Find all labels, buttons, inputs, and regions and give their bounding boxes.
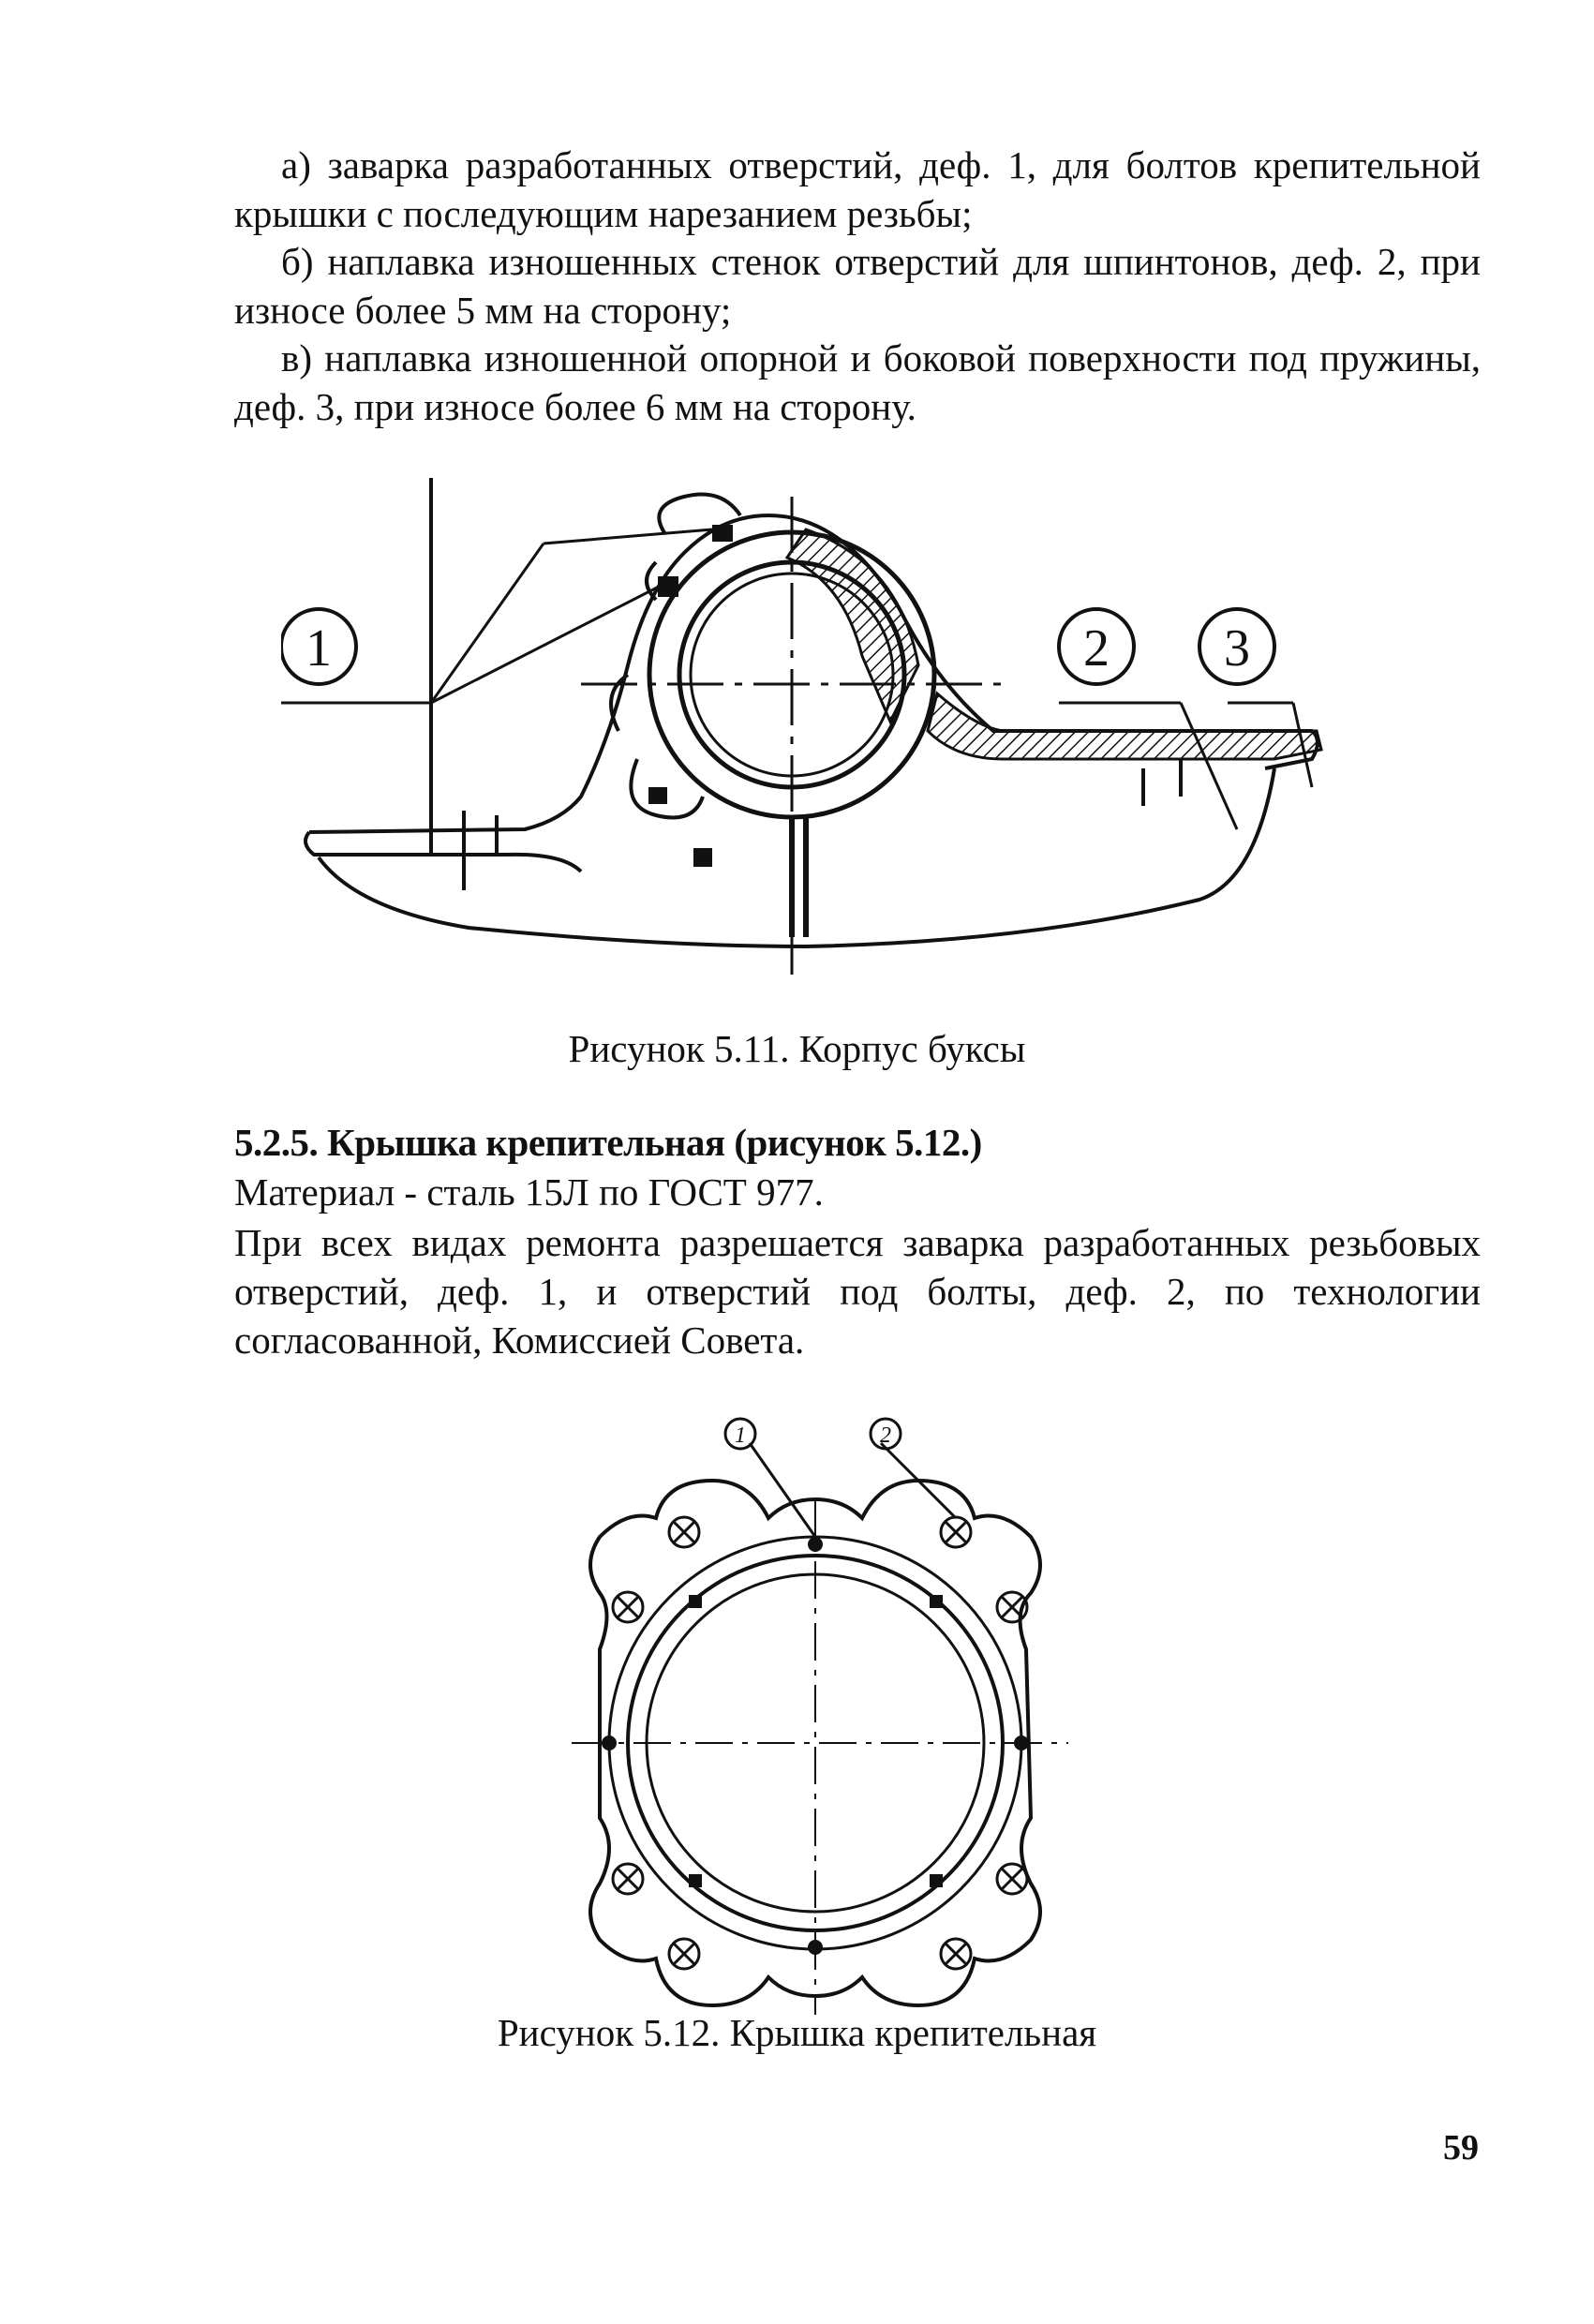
- paragraph-a: а) заварка разработанных отверстий, деф. 1, для болтов крепительной крышки с последующим нарезанием резьбы;: [234, 143, 1481, 235]
- cover-callout-2: 2: [880, 1423, 891, 1448]
- callout-3: 3: [1224, 619, 1250, 678]
- section-body: При всех видах ремонта разрешается заварка разработанных резьбовых отверстий, деф. 1, и отверстий под болты, деф. 2, по технологии согласованной, Комиссией Совета.: [234, 1221, 1481, 1362]
- cover-callout-1: 1: [735, 1423, 746, 1448]
- material-line: Материал - сталь 15Л по ГОСТ 977.: [234, 1170, 824, 1214]
- callout-2: 2: [1083, 619, 1110, 678]
- section-heading: 5.2.5. Крышка крепительная (рисунок 5.12.): [234, 1121, 982, 1164]
- paragraph-c: в) наплавка изношенной опорной и боковой поверхности под пружины, деф. 3, при износе более 6 мм на сторону.: [234, 336, 1481, 428]
- callout-1: 1: [305, 619, 332, 678]
- page-number: 59: [1443, 2128, 1479, 2168]
- paragraph-b: б) наплавка изношенных стенок отверстий для шпинтонов, деф. 2, при износе более 5 мм на сторону;: [234, 240, 1481, 332]
- figure-axle-box-housing: [281, 478, 1359, 984]
- figure-caption-5-11: Рисунок 5.11. Корпус буксы: [568, 1027, 1026, 1070]
- figure-caption-5-12: Рисунок 5.12. Крышка крепительная: [497, 2011, 1097, 2054]
- figure-fastening-cover: [562, 1406, 1087, 2080]
